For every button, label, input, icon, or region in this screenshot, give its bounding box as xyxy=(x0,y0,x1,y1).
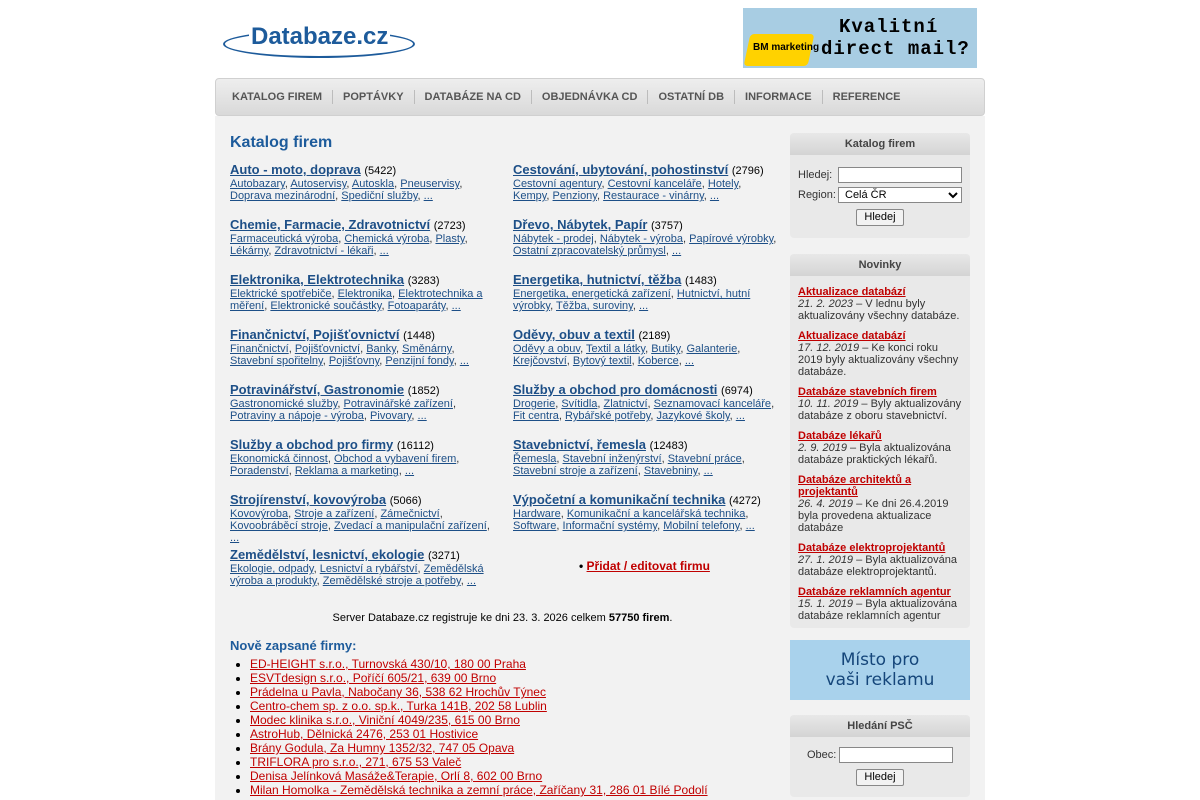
news-box-title: Novinky xyxy=(790,254,970,276)
subcategory-link[interactable]: Seznamovací kanceláře xyxy=(653,398,772,410)
category-count: (6974) xyxy=(721,385,753,397)
subcategory-link[interactable]: Nábytek - prodej xyxy=(513,233,594,245)
main-nav xyxy=(215,78,985,116)
new-firm-item xyxy=(250,755,790,769)
subcategory-link[interactable]: ... xyxy=(709,190,720,202)
subcategory-list: Ekologie, odpady, Lesnictví a rybářství, Zemědělská výroba a produkty, Zemědělské stroje a potřeby, ... xyxy=(230,563,484,587)
top-banner-ad[interactable] xyxy=(743,8,977,68)
subcategory-link[interactable]: Kovovýroba xyxy=(230,508,289,520)
psc-search-button[interactable]: Hledej xyxy=(856,769,904,786)
news-item xyxy=(798,386,962,422)
news-text: – V lednu byly aktualizovány všechny databáze. xyxy=(798,298,960,322)
subcategory-link[interactable]: Hutnictví, hutní výrobky xyxy=(513,288,751,312)
subcategory-link[interactable]: Plasty xyxy=(435,233,465,245)
category-count: (1483) xyxy=(684,275,717,287)
nav-item-informace[interactable]: INFORMACE xyxy=(734,90,822,104)
category-link[interactable]: Potravinářství, Gastronomie xyxy=(230,382,405,397)
new-firm-item xyxy=(250,769,790,783)
category-link[interactable]: Strojírenství, kovovýroba xyxy=(230,492,387,507)
subcategory-link[interactable]: Gastronomické služby xyxy=(230,398,338,410)
subcategory-list: Cestovní agentury, Cestovní kanceláře, Hotely, Kempy, Penziony, Restaurace - vinárny, ... xyxy=(513,178,742,202)
registry-count: 57750 firem xyxy=(608,612,670,624)
nav-item-objednavka-cd[interactable]: OBJEDNÁVKA CD xyxy=(531,90,648,104)
new-firm-link[interactable]: Milan Homolka - Zemědělská technika a zemní práce, Zaříčany 31, 286 01 Bílé Podolí xyxy=(250,783,708,797)
subcategory-link[interactable]: ... xyxy=(451,300,461,312)
new-firm-link[interactable]: Prádelna u Pavla, Nabočany 36, 538 62 Hrochův Týnec xyxy=(250,685,546,699)
subcategory-list: Finančnictví, Pojišťovnictví, Banky, Směnárny, Stavební spořitelny, Pojišťovny, Penzijní fondy, ... xyxy=(230,343,469,367)
subcategory-link[interactable]: Software xyxy=(513,520,557,532)
subcategory-link[interactable]: Energetika, energetická zařízení xyxy=(513,288,671,300)
category-link[interactable]: Elektronika, Elektrotechnika xyxy=(230,272,405,287)
subcategory-link[interactable]: Papírové výrobky xyxy=(689,233,774,245)
category-count: (2189) xyxy=(638,330,671,342)
subcategory-link[interactable]: Těžba, suroviny xyxy=(556,300,633,312)
subcategory-link[interactable]: Zemědělská výroba a produkty xyxy=(230,563,484,587)
category-heading xyxy=(230,382,495,397)
new-firm-link[interactable]: Centro-chem sp. z o.o. sp.k., Turka 141B, 202 58 Lublin xyxy=(250,699,547,713)
subcategory-list: Oděvy a obuv, Textil a látky, Butiky, Galanterie, Krejčovství, Bytový textil, Koberce, ... xyxy=(513,343,741,367)
news-list xyxy=(790,276,970,638)
new-firm-item xyxy=(250,685,790,699)
subcategory-link[interactable]: Jazykové školy xyxy=(656,410,730,422)
registry-info xyxy=(215,612,790,624)
category-link[interactable]: Služby a obchod pro domácnosti xyxy=(513,382,718,397)
news-title-link[interactable]: Databáze stavebních firem xyxy=(798,386,937,398)
news-text: – Byla aktualizována databáze praktických lékařů. xyxy=(798,442,951,466)
new-firms-title: Nově zapsané firmy: xyxy=(230,638,357,653)
psc-box-title: Hledání PSČ xyxy=(790,715,970,737)
subcategory-link[interactable]: ... xyxy=(671,245,682,257)
news-item xyxy=(798,330,962,378)
subcategory-link[interactable]: Ostatní zpracovatelský průmysl xyxy=(513,245,666,257)
site-logo[interactable] xyxy=(223,23,415,60)
search-input[interactable] xyxy=(838,167,962,183)
category-block xyxy=(513,437,778,477)
category-count: (5422) xyxy=(364,165,397,177)
banner-line2: direct mail? xyxy=(821,38,970,60)
category-heading xyxy=(230,492,495,507)
subcategory-link[interactable]: Elektronické součástky xyxy=(270,300,382,312)
subcategory-link[interactable]: ... xyxy=(423,190,433,202)
subcategory-link[interactable]: Informační systémy xyxy=(562,520,658,532)
news-title-link[interactable]: Databáze elektroprojektantů xyxy=(798,542,946,554)
banner-line1: Kvalitní xyxy=(839,16,939,38)
news-item xyxy=(798,474,962,534)
category-block xyxy=(513,217,778,257)
category-count: (1852) xyxy=(407,385,440,397)
category-count: (3271) xyxy=(427,550,460,562)
news-title-link[interactable]: Aktualizace databází xyxy=(798,286,906,298)
news-date: 26. 4. 2019 xyxy=(798,498,854,510)
category-block xyxy=(230,327,495,367)
category-heading xyxy=(230,437,495,452)
category-link[interactable]: Chemie, Farmacie, Zdravotnictví xyxy=(230,217,431,232)
subcategory-link[interactable]: Chemická výroba xyxy=(344,233,430,245)
region-select[interactable] xyxy=(838,187,962,203)
registry-prefix: Server Databaze.cz registruje ke dni 23. 3. 2026 celkem xyxy=(332,612,606,624)
news-text: – Ke dni 26.4.2019 byla provedena aktualizace databáze xyxy=(798,498,949,534)
nav-item-ostatni-db[interactable]: OSTATNÍ DB xyxy=(647,90,734,104)
subcategory-link[interactable]: Pneuservisy xyxy=(400,178,460,190)
add-firm-link[interactable]: Přidat / editovat firmu xyxy=(586,559,710,573)
subcategory-link[interactable]: Krejčovství xyxy=(513,355,567,367)
category-link[interactable]: Auto - moto, doprava xyxy=(230,162,361,177)
subcategory-link[interactable]: Obchod a vybavení firem xyxy=(333,453,457,465)
search-label: Hledej: xyxy=(798,169,833,181)
ad-line2: vaši reklamu xyxy=(825,670,935,690)
category-count: (12483) xyxy=(649,440,688,452)
subcategory-link[interactable]: Kempy xyxy=(513,190,547,202)
page-title: Katalog firem xyxy=(230,134,333,151)
logo-text: Databaze.cz xyxy=(251,23,389,50)
news-title-link[interactable]: Databáze lékařů xyxy=(798,430,882,442)
subcategory-list: Farmaceutická výroba, Chemická výroba, Plasty, Lékárny, Zdravotnictví - lékaři, ... xyxy=(230,233,468,257)
category-heading xyxy=(513,217,778,232)
subcategory-list: Autobazary, Autoservisy, Autoskla, Pneuservisy, Doprava mezinárodní, Spediční služby, ... xyxy=(230,178,463,202)
subcategory-link[interactable]: Poradenství xyxy=(230,465,289,477)
subcategory-link[interactable]: Stavební stroje a zařízení xyxy=(513,465,638,477)
psc-label: Obec: xyxy=(807,749,837,761)
subcategory-list: Hardware, Komunikační a kancelářská technika, Software, Informační systémy, Mobilní telefony, ... xyxy=(513,508,755,532)
region-label: Region: xyxy=(798,189,836,201)
category-block xyxy=(230,382,495,422)
category-heading xyxy=(230,327,495,342)
category-heading xyxy=(513,162,778,177)
category-count: (2796) xyxy=(731,165,764,177)
category-link[interactable]: Finančnictví, Pojišťovnictví xyxy=(230,327,400,342)
subcategory-link[interactable]: ... xyxy=(703,465,713,477)
subcategory-link[interactable]: Směnárny xyxy=(402,343,452,355)
subcategory-link[interactable]: Zlatnictví xyxy=(603,398,648,410)
new-firm-link[interactable]: AstroHub, Dělnická 2476, 253 01 Hostivice xyxy=(250,727,479,741)
subcategory-link[interactable]: Zvedací a manipulační zařízení xyxy=(333,520,487,532)
subcategory-link[interactable]: Fit centra xyxy=(513,410,559,422)
catalog-box-title: Katalog firem xyxy=(790,133,970,155)
category-heading xyxy=(513,382,778,397)
subcategory-link[interactable]: Stavebniny xyxy=(643,465,698,477)
new-firm-item xyxy=(250,741,790,755)
subcategory-link[interactable]: Autoskla xyxy=(351,178,395,190)
subcategory-link[interactable]: Pivovary xyxy=(370,410,412,422)
new-firm-link[interactable]: Modec klinika s.r.o., Viniční 4049/235, 615 00 Brno xyxy=(250,713,520,727)
category-link[interactable]: Výpočetní a komunikační technika xyxy=(513,492,726,507)
category-heading xyxy=(230,162,495,177)
registry-suffix: . xyxy=(669,612,673,624)
subcategory-link[interactable]: Textil a látky xyxy=(585,343,646,355)
subcategory-link[interactable]: ... xyxy=(745,520,755,532)
category-link[interactable]: Služby a obchod pro firmy xyxy=(230,437,394,452)
subcategory-link[interactable]: Zemědělské stroje a potřeby xyxy=(322,575,461,587)
subcategory-link[interactable]: Komunikační a kancelářská technika xyxy=(566,508,746,520)
new-firms-list xyxy=(250,657,790,797)
subcategory-link[interactable]: Bytový textil xyxy=(572,355,632,367)
subcategory-link[interactable]: Oděvy a obuv xyxy=(513,343,581,355)
nav-item-poptavky[interactable]: POPTÁVKY xyxy=(332,90,414,104)
new-firm-item xyxy=(250,783,790,797)
news-date: 27. 1. 2019 xyxy=(798,554,854,566)
category-heading xyxy=(230,272,495,287)
subcategory-link[interactable]: Doprava mezinárodní xyxy=(230,190,336,202)
banner-brand: BM marketing xyxy=(753,42,820,53)
new-firm-item xyxy=(250,657,790,671)
catalog-search-box xyxy=(790,133,970,238)
subcategory-list: Drogerie, Svítidla, Zlatnictví, Seznamovací kanceláře, Fit centra, Rybářské potřeby, Jazykové školy, ... xyxy=(513,398,775,422)
category-count: (2723) xyxy=(433,220,466,232)
subcategory-list: Řemesla, Stavební inženýrství, Stavební práce, Stavební stroje a zařízení, Stavebniny, ... xyxy=(513,453,745,477)
news-title-link[interactable]: Databáze architektů a projektantů xyxy=(798,474,912,498)
ad-line1: Místo pro xyxy=(840,650,920,670)
subcategory-link[interactable]: Pojišťovnictví xyxy=(294,343,361,355)
news-text: – Byla aktualizována databáze elektroprojektantů. xyxy=(798,554,958,578)
subcategory-link[interactable]: ... xyxy=(466,575,477,587)
subcategory-link[interactable]: Lesnictví a rybářství xyxy=(319,563,418,575)
subcategory-link[interactable]: Stavební spořitelny xyxy=(230,355,323,367)
category-heading xyxy=(230,547,495,562)
news-date: 17. 12. 2019 xyxy=(798,342,860,354)
subcategory-link[interactable]: Ekologie, odpady xyxy=(230,563,314,575)
nav-item-reference[interactable]: REFERENCE xyxy=(822,90,911,104)
category-count: (4272) xyxy=(729,495,761,507)
subcategory-link[interactable]: Pojišťovny xyxy=(328,355,380,367)
news-title-link[interactable]: Aktualizace databází xyxy=(798,330,906,342)
category-block xyxy=(230,547,495,587)
category-link[interactable]: Dřevo, Nábytek, Papír xyxy=(513,217,648,232)
nav-item-katalog[interactable]: KATALOG FIREM xyxy=(232,91,323,103)
category-heading xyxy=(513,492,778,507)
subcategory-list: Gastronomické služby, Potravinářské zařízení, Potraviny a nápoje - výroba, Pivovary, ... xyxy=(230,398,457,422)
new-firm-link[interactable]: Denisa Jelínková Masáže&Terapie, Orlí 8, 602 00 Brno xyxy=(250,769,543,783)
subcategory-link[interactable]: Stavební inženýrství xyxy=(562,453,662,465)
subcategory-link[interactable]: Elektrotechnika a měření xyxy=(230,288,483,312)
news-date: 21. 2. 2023 xyxy=(798,298,854,310)
subcategory-link[interactable]: Svítidla xyxy=(561,398,598,410)
subcategory-link[interactable]: Finančnictví xyxy=(230,343,289,355)
subcategory-link[interactable]: Galanterie xyxy=(686,343,738,355)
category-block xyxy=(513,492,778,532)
subcategory-list: Energetika, energetická zařízení, Hutnictví, hutní výrobky, Těžba, suroviny, ... xyxy=(513,288,751,312)
subcategory-link[interactable]: ... xyxy=(230,532,240,544)
subcategory-link[interactable]: Fotoaparáty xyxy=(387,300,446,312)
category-link[interactable]: Energetika, hutnictví, těžba xyxy=(513,272,682,287)
subcategory-link[interactable]: Mobilní telefony xyxy=(663,520,740,532)
category-count: (5066) xyxy=(389,495,422,507)
news-text: – Ke konci roku 2019 byly aktualizovány všechny databáze. xyxy=(798,342,959,378)
nav-item-databaze-na-cd[interactable]: DATABÁZE NA CD xyxy=(414,90,531,104)
psc-input[interactable] xyxy=(839,747,953,763)
category-block xyxy=(513,162,778,202)
subcategory-link[interactable]: Ekonomická činnost xyxy=(230,453,328,465)
news-title-link[interactable]: Databáze reklamních agentur xyxy=(798,586,951,598)
subcategory-link[interactable]: ... xyxy=(459,355,469,367)
subcategory-link[interactable]: Banky xyxy=(366,343,396,355)
header xyxy=(215,0,985,78)
category-heading xyxy=(230,217,495,232)
news-date: 15. 1. 2019 xyxy=(798,598,854,610)
subcategory-link[interactable]: ... xyxy=(417,410,427,422)
news-item xyxy=(798,586,962,622)
new-firm-item xyxy=(250,727,790,741)
subcategory-link[interactable]: Potravinářské zařízení xyxy=(343,398,453,410)
subcategory-link[interactable]: Spediční služby xyxy=(341,190,418,202)
subcategory-link[interactable]: Hardware xyxy=(513,508,561,520)
subcategory-link[interactable]: Cestovní agentury xyxy=(513,178,602,190)
subcategory-link[interactable]: ... xyxy=(735,410,745,422)
category-block xyxy=(230,162,495,202)
subcategory-link[interactable]: Farmaceutická výroba xyxy=(230,233,339,245)
news-item xyxy=(798,430,962,466)
subcategory-link[interactable]: ... xyxy=(404,465,415,477)
subcategory-link[interactable]: Zdravotnictví - lékaři xyxy=(274,245,374,257)
subcategory-link[interactable]: Butiky xyxy=(651,343,681,355)
subcategory-link[interactable]: Restaurace - vinárny xyxy=(603,190,704,202)
news-item xyxy=(798,286,962,322)
category-block xyxy=(230,437,495,477)
category-block xyxy=(513,382,778,422)
subcategory-link[interactable]: Řemesla xyxy=(513,453,557,465)
new-firm-link[interactable]: TRIFLORA pro s.r.o., 271, 675 53 Valeč xyxy=(250,755,462,769)
subcategory-link[interactable]: Rybářské potřeby xyxy=(564,410,651,422)
news-text: – Byly aktualizovány databáze z oboru stavebnictví. xyxy=(798,398,962,422)
category-block xyxy=(230,272,495,312)
subcategory-link[interactable]: Koberce xyxy=(637,355,679,367)
subcategory-link[interactable]: ... xyxy=(638,300,649,312)
main-content xyxy=(215,116,985,800)
subcategory-link[interactable]: Reklama a marketing xyxy=(294,465,399,477)
new-firm-link[interactable]: Brány Godula, Za Humny 1352/32, 747 05 Opava xyxy=(250,741,515,755)
subcategory-link[interactable]: Cestovní kanceláře xyxy=(607,178,702,190)
news-item xyxy=(798,542,962,578)
subcategory-link[interactable]: Elektrické spotřebiče xyxy=(230,288,332,300)
category-link[interactable]: Zemědělství, lesnictví, ekologie xyxy=(230,547,425,562)
new-firm-item xyxy=(250,671,790,685)
category-link[interactable]: Stavebnictví, řemesla xyxy=(513,437,646,452)
news-date: 2. 9. 2019 xyxy=(798,442,847,454)
subcategory-link[interactable]: Lékárny xyxy=(230,245,269,257)
new-firm-link[interactable]: ED-HEIGHT s.r.o., Turnovská 430/10, 180 00 Praha xyxy=(250,657,526,671)
news-box xyxy=(790,254,970,628)
psc-search-box xyxy=(790,715,970,797)
category-count: (3757) xyxy=(651,220,683,232)
subcategory-link[interactable]: Penzijní fondy xyxy=(385,355,454,367)
subcategory-link[interactable]: Potraviny a nápoje - výroba xyxy=(230,410,364,422)
subcategory-link[interactable]: Drogerie xyxy=(513,398,556,410)
subcategory-link[interactable]: Kovoobráběcí stroje xyxy=(230,520,328,532)
category-block xyxy=(513,327,778,367)
subcategory-link[interactable]: Nábytek - výroba xyxy=(599,233,683,245)
category-link[interactable]: Cestování, ubytování, pohostinství xyxy=(513,162,729,177)
category-block xyxy=(230,217,495,257)
category-heading xyxy=(513,272,778,287)
add-firm-block: • Přidat / editovat firmu xyxy=(579,559,710,573)
subcategory-list: Ekonomická činnost, Obchod a vybavení firem, Poradenství, Reklama a marketing, ... xyxy=(230,453,460,477)
category-heading xyxy=(513,327,778,342)
category-block xyxy=(230,492,495,544)
subcategory-link[interactable]: Hotely xyxy=(707,178,739,190)
category-count: (1448) xyxy=(403,330,435,342)
catalog-search-button[interactable]: Hledej xyxy=(856,209,904,226)
category-link[interactable]: Oděvy, obuv a textil xyxy=(513,327,635,342)
subcategory-link[interactable]: Stroje a zařízení xyxy=(294,508,375,520)
subcategory-link[interactable]: Zámečnictví xyxy=(380,508,440,520)
subcategory-link[interactable]: Autobazary xyxy=(230,178,285,190)
subcategory-link[interactable]: ... xyxy=(684,355,695,367)
subcategory-list: Nábytek - prodej, Nábytek - výroba, Papírové výrobky, Ostatní zpracovatelský průmysl, ... xyxy=(513,233,777,257)
category-block xyxy=(513,272,778,312)
subcategory-link[interactable]: ... xyxy=(379,245,389,257)
subcategory-link[interactable]: Penziony xyxy=(552,190,597,202)
subcategory-link[interactable]: Stavební práce xyxy=(667,453,742,465)
category-count: (16112) xyxy=(396,440,434,452)
new-firm-item xyxy=(250,699,790,713)
category-count: (3283) xyxy=(407,275,440,287)
subcategory-link[interactable]: Elektronika xyxy=(337,288,393,300)
subcategory-list: Elektrické spotřebiče, Elektronika, Elektrotechnika a měření, Elektronické součástky, Fotoaparáty, ... xyxy=(230,288,483,312)
news-date: 10. 11. 2019 xyxy=(798,398,859,410)
news-text: – Byla aktualizována databáze reklamních agentur xyxy=(798,598,958,622)
new-firm-link[interactable]: ESVTdesign s.r.o., Poříčí 605/21, 639 00 Brno xyxy=(250,671,497,685)
ad-placeholder[interactable] xyxy=(790,640,970,700)
new-firm-item xyxy=(250,713,790,727)
category-heading xyxy=(513,437,778,452)
subcategory-link[interactable]: Autoservisy xyxy=(290,178,347,190)
subcategory-list: Kovovýroba, Stroje a zařízení, Zámečnictví, Kovoobráběcí stroje, Zvedací a manipulační zařízení, ... xyxy=(230,508,490,544)
